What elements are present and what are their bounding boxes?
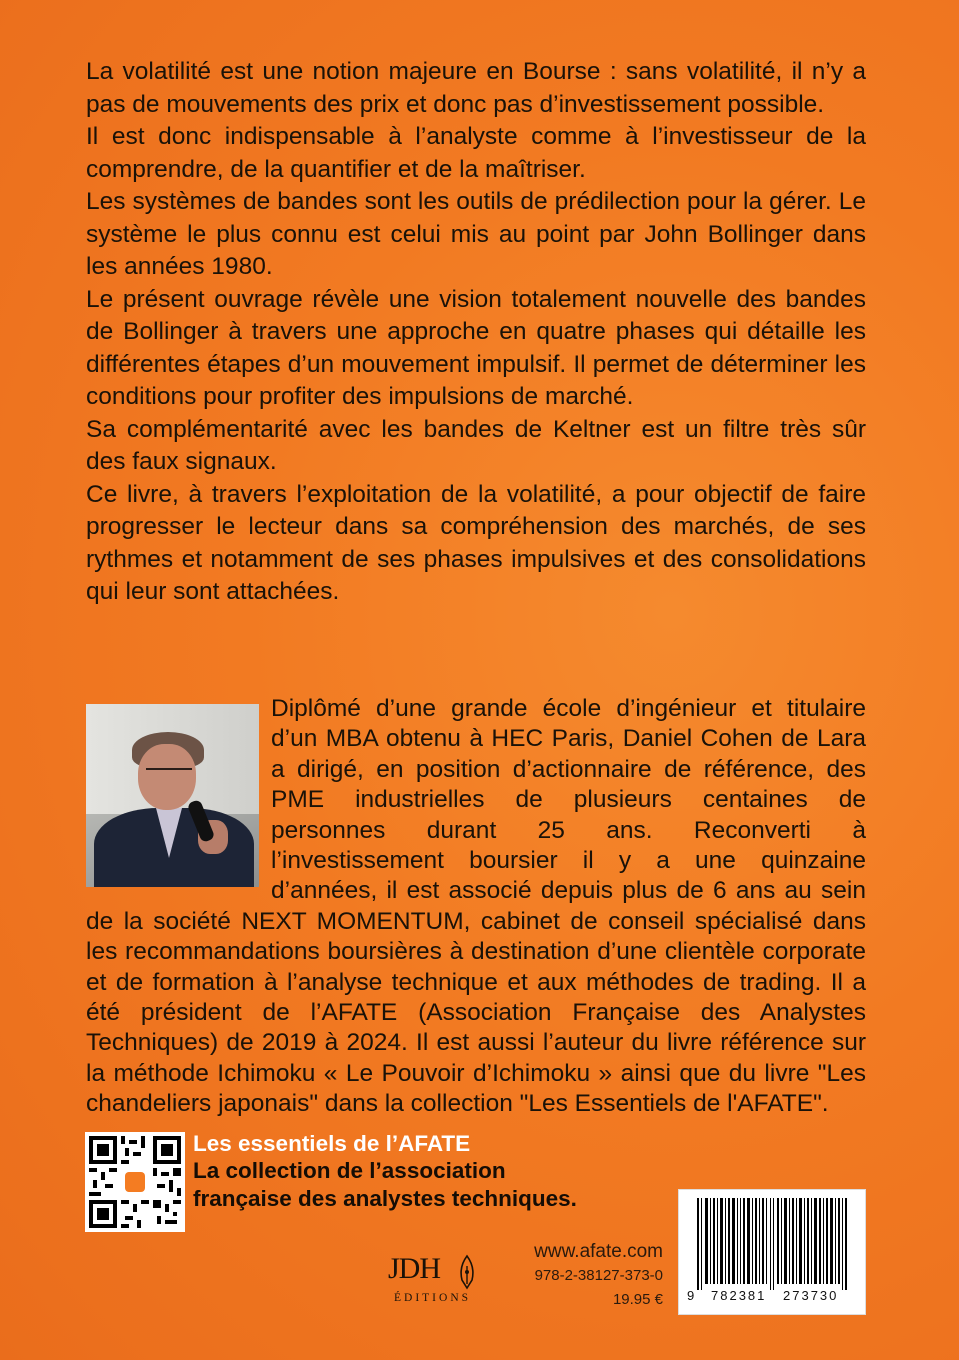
summary-paragraph: Les systèmes de bandes sont les outils de prédilection pour la gérer. Le système le plus connu est celui mis au point par John Bollinger dans les années 1980.: [86, 188, 866, 280]
summary-paragraph: Ce livre, à travers l’exploitation de la volatilité, a pour objectif de faire progresser le lecteur dans sa compréhension des marchés, de ses rythmes et notamment de ses phases impulsives et des consolidations qui leur sont attachées.: [86, 480, 866, 605]
back-cover-summary: [86, 56, 866, 609]
collection-block: [193, 1130, 633, 1213]
publisher-editions: ÉDITIONS: [394, 1292, 472, 1304]
isbn-barcode: [678, 1189, 866, 1315]
website-url[interactable]: www.afate.com: [534, 1241, 663, 1262]
qr-code-icon: [85, 1132, 185, 1232]
summary-paragraph: Le présent ouvrage révèle une vision totalement nouvelle des bandes de Bollinger à travers une approche en quatre phases qui détaille les différentes étapes d’un mouvement impulsif. Il permet de déterminer les conditions pour profiter des impulsions de marché.: [86, 285, 866, 410]
author-bio-text: Diplômé d’une grande école d’ingénieur et titulaire d’un MBA obtenu à HEC Paris, Daniel Cohen de Lara a dirigé, en position d’actionnaire de référence, des PME industrielles de plusieurs centaines de personnes durant 25 ans. Reconverti à l’investissement boursier il y a une quinzaine d’années, il est associé depuis plus de 6 ans au sein de la société NEXT MOMENTUM, cabinet de conseil spécialisé dans les recommandations boursières à destination d’une clientèle corporate et de formation à l’analyse technique et aux méthodes de trading. Il a été président de l’AFATE (Association Française des Analystes Techniques) de 2019 à 2024. Il est aussi l’auteur du livre référence sur la méthode Ichimoku « Le Pouvoir d’Ichimoku » ainsi que du livre "Les chandeliers japonais" dans la collection "Les Essentiels de l'AFATE".: [86, 695, 866, 1118]
summary-paragraph: Sa complémentarité avec les bandes de Keltner est un filtre très sûr des faux signaux.: [86, 415, 866, 475]
pen-nib-icon: [456, 1254, 478, 1290]
qr-code[interactable]: [85, 1132, 185, 1232]
summary-paragraph: La volatilité est une notion majeure en Bourse : sans volatilité, il n’y a pas de mouvements des prix et donc pas d’investissement possible.: [86, 58, 866, 118]
publisher-logo: [388, 1252, 512, 1312]
author-photo: [86, 704, 259, 887]
barcode-digits-right: 273730: [783, 1288, 839, 1303]
collection-title: Les essentiels de l’AFATE: [193, 1131, 471, 1156]
barcode-digits-left: 782381: [711, 1288, 767, 1303]
barcode-digit-first: 9: [687, 1288, 695, 1303]
collection-line-2: française des analystes techniques.: [193, 1186, 577, 1211]
summary-paragraph: Il est donc indispensable à l’analyste comme à l’investisseur de la comprendre, de la quantifier et de la maîtriser.: [86, 123, 866, 183]
collection-line-1: La collection de l’association: [193, 1158, 506, 1183]
publication-info: [520, 1240, 663, 1312]
author-bio: [86, 694, 866, 1120]
publisher-logo-mark: JDH: [388, 1252, 441, 1285]
isbn: 978-2-38127-373-0: [534, 1267, 663, 1284]
price: 19.95 €: [612, 1291, 663, 1308]
